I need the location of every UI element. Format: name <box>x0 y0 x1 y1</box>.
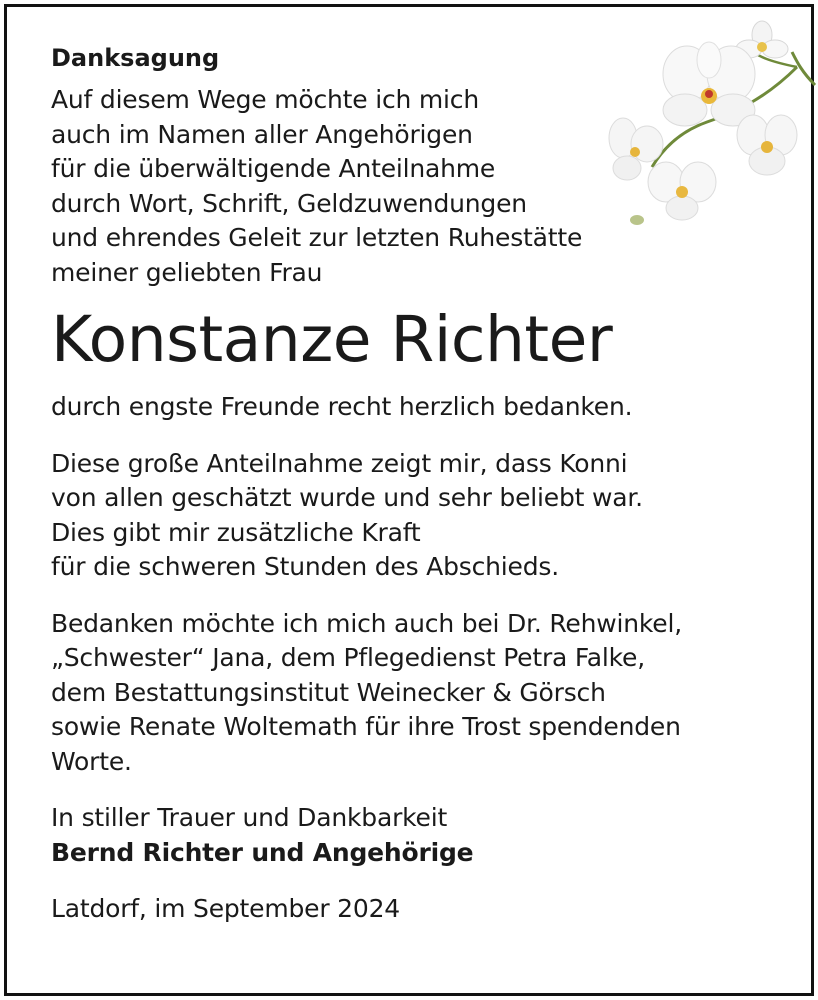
para2-line: für die schweren Stunden des Abschieds. <box>51 552 559 581</box>
thanks-line: durch engste Freunde recht herzlich bedanken. <box>51 392 633 421</box>
intro-line: Auf diesem Wege möchte ich mich <box>51 85 479 114</box>
thanks-paragraph <box>51 390 781 425</box>
para3-line: Bedanken möchte ich mich auch bei Dr. Rehwinkel, <box>51 608 682 638</box>
third-paragraph <box>51 607 781 780</box>
intro-paragraph <box>51 83 781 290</box>
closing-line: In stiller Trauer und Dankbarkeit <box>51 803 448 832</box>
para2-line: von allen geschätzt wurde und sehr beliebt war. <box>51 483 643 512</box>
intro-line: und ehrendes Geleit zur letzten Ruhestätte <box>51 223 583 252</box>
notice-heading: Danksagung <box>51 44 220 72</box>
intro-line: für die überwältigende Anteilnahme <box>51 154 496 183</box>
para3-line: „Schwester“ Jana, dem Pflegedienst Petra Falke, <box>51 643 645 672</box>
intro-line: meiner geliebten Frau <box>51 257 323 287</box>
intro-line: auch im Namen aller Angehörigen <box>51 119 473 149</box>
intro-line: durch Wort, Schrift, Geldzuwendungen <box>51 188 527 218</box>
para2-line: Dies gibt mir zusätzliche Kraft <box>51 517 421 547</box>
deceased-name: Konstanze Richter <box>51 303 613 376</box>
para2-line: Diese große Anteilnahme zeigt mir, dass Konni <box>51 448 628 478</box>
para3-line: sowie Renate Woltemath für ihre Trost spendenden <box>51 712 681 741</box>
para3-line: Worte. <box>51 746 132 776</box>
para3-line: dem Bestattungsinstitut Weinecker & Görsch <box>51 677 606 707</box>
second-paragraph <box>51 447 781 585</box>
place-date-block <box>51 892 781 927</box>
signature: Bernd Richter und Angehörige <box>51 837 474 867</box>
closing-block <box>51 801 781 870</box>
notice-content <box>51 41 781 927</box>
place-date: Latdorf, im September 2024 <box>51 894 400 923</box>
notice-frame <box>4 4 814 996</box>
